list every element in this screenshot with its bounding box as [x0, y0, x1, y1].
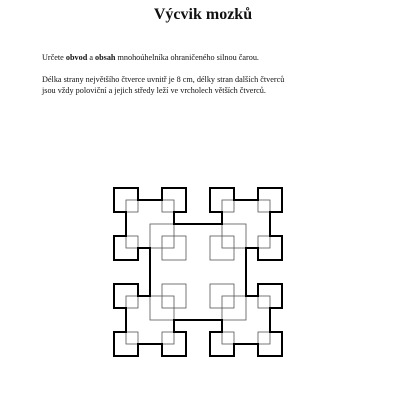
page-title: Výcvik mozků — [153, 6, 253, 23]
thick-boundary-polygon — [114, 188, 282, 356]
term-perimeter: obvod — [65, 53, 88, 62]
task-connector: a — [87, 53, 95, 62]
description-line-1: Délka strany největšího čtverce uvnitř je 8 cm, délky stran dalších čtverců — [42, 75, 285, 84]
thin-construction-lines — [114, 188, 282, 356]
description-line-2: jsou vždy poloviční a jejich středy leží ve vrcholech větších čtverců. — [42, 86, 266, 95]
term-area: obsah — [95, 53, 116, 62]
task-suffix: mnohoúhelníka ohraničeného silnou čarou. — [115, 53, 259, 62]
task-prefix: Určete — [42, 53, 66, 62]
